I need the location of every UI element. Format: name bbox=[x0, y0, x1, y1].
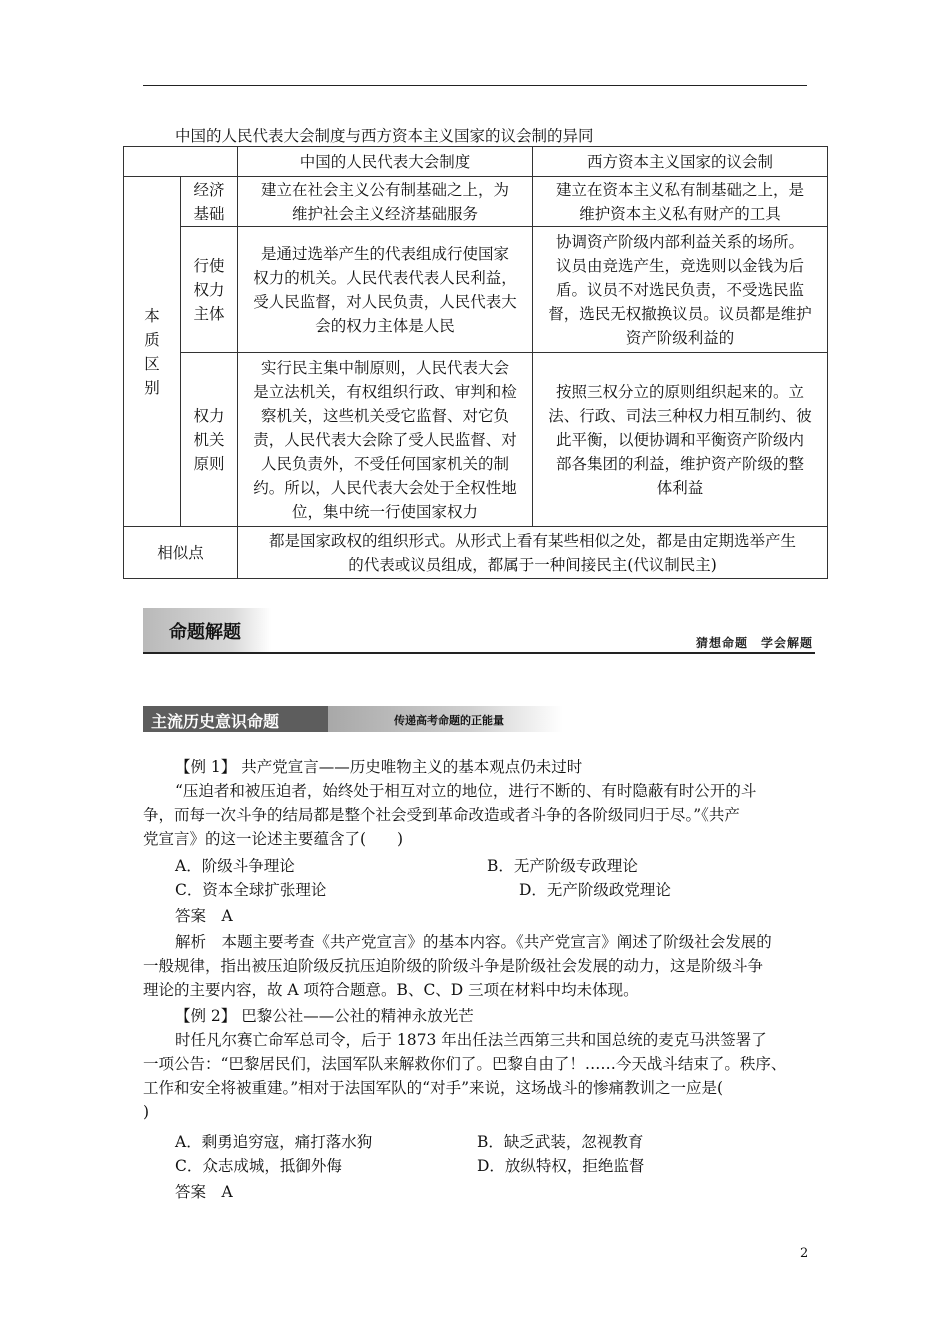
china-cell bbox=[238, 227, 533, 353]
table-row bbox=[124, 353, 828, 527]
cell-line: 人民负责外，不受任何国家机关的制 bbox=[260, 454, 509, 473]
china-cell bbox=[238, 177, 533, 227]
option-a: A．阶级斗争理论 bbox=[175, 857, 295, 875]
row-label-line: 经济 bbox=[193, 180, 225, 199]
header-west: 西方资本主义国家的议会制 bbox=[533, 147, 828, 177]
page-number: 2 bbox=[800, 1246, 809, 1261]
cell-line: 督，选民无权撤换议员。议员都是维护 bbox=[548, 304, 812, 323]
cell-line: 按照三权分立的原则组织起来的。立 bbox=[555, 382, 804, 401]
table-row bbox=[124, 527, 828, 579]
body-line: ) bbox=[143, 1103, 150, 1121]
table-caption: 中国的人民代表大会制度与西方资本主义国家的议会制的异同 bbox=[175, 127, 594, 145]
cell-line: 资产阶级利益的 bbox=[625, 328, 735, 347]
cell-line: 协调资产阶级内部利益关系的场所。 bbox=[555, 232, 804, 251]
subsection-tab bbox=[143, 706, 328, 732]
west-cell bbox=[533, 177, 828, 227]
header-rule bbox=[143, 85, 807, 86]
section-banner bbox=[143, 608, 815, 654]
analysis-line: 一般规律，指出被压迫阶级反抗压迫阶级的阶级斗争是阶级社会发展的动力，这是阶级斗争 bbox=[143, 957, 764, 975]
cell-line: 法、行政、司法三种权力相互制约、彼 bbox=[548, 406, 812, 425]
subsection-subtitle: 传递高考命题的正能量 bbox=[394, 714, 504, 727]
cell-line: 权力的机关。人民代表代表人民利益， bbox=[253, 268, 517, 287]
cell-line: 建立在资本主义私有制基础之上，是 bbox=[555, 180, 804, 199]
option-b: B．无产阶级专政理论 bbox=[487, 857, 638, 875]
table-header-row bbox=[124, 147, 828, 177]
cell-line: 受人民监督，对人民负责，人民代表大 bbox=[253, 292, 517, 311]
cell-line: 都是国家政权的组织形式。从形式上看有某些相似之处，都是由定期选举产生 bbox=[268, 531, 796, 550]
analysis-line: 理论的主要内容，故 A 项符合题意。B、C、D 三项在材料中均未体现。 bbox=[143, 981, 639, 999]
comparison-table bbox=[123, 146, 828, 579]
analysis-line: 解析 本题主要考查《共产党宣言》的基本内容。《共产党宣言》阐述了阶级社会发展的 bbox=[175, 933, 772, 951]
option-b: B．缺乏武装，忽视教育 bbox=[477, 1133, 644, 1151]
cell-line: 建立在社会主义公有制基础之上，为 bbox=[260, 180, 509, 199]
subsection-banner bbox=[143, 706, 563, 732]
row-label-line: 行使 bbox=[193, 256, 225, 275]
subsection-strip bbox=[328, 706, 563, 732]
cell-line: 此平衡，以便协调和平衡资产阶级内 bbox=[555, 430, 804, 449]
section-tab bbox=[143, 608, 271, 652]
row-label-line: 权力 bbox=[193, 406, 225, 425]
cell-line: 的代表或议员组成，都属于一种间接民主(代议制民主) bbox=[348, 555, 717, 574]
table-row bbox=[124, 177, 828, 227]
row-label-cell bbox=[181, 227, 238, 353]
row-label-cell bbox=[181, 353, 238, 527]
body-line: 党宣言》的这一论述主要蕴含了( ) bbox=[143, 830, 404, 848]
corner-cell bbox=[124, 147, 238, 177]
option-a: A．剩勇追穷寇，痛打落水狗 bbox=[175, 1133, 373, 1151]
cell-line: 是通过选举产生的代表组成行使国家 bbox=[260, 244, 509, 263]
cell-line: 部各集团的利益，维护资产阶级的整 bbox=[555, 454, 804, 473]
row-label-line: 权力 bbox=[193, 280, 225, 299]
group-label-char: 区 bbox=[144, 354, 160, 373]
body-line: 一项公告：“巴黎居民们，法国军队来解救你们了。巴黎自由了！……今天战斗结束了。秩序、 bbox=[143, 1055, 787, 1073]
answer-line: 答案 A bbox=[175, 1183, 233, 1201]
row-label-line: 主体 bbox=[193, 304, 225, 323]
example-heading: 【例 2】 巴黎公社——公社的精神永放光芒 bbox=[175, 1007, 474, 1025]
group-label-cell bbox=[124, 177, 181, 527]
cell-line: 察机关，这些机关受它监督、对它负 bbox=[260, 406, 509, 425]
group-label-char: 本 bbox=[144, 306, 160, 325]
body-line: 工作和安全将被重建。”相对于法国军队的“对手”来说，这场战斗的惨痛教训之一应是( bbox=[143, 1079, 724, 1097]
cell-line: 盾。议员不对选民负责，不受选民监 bbox=[555, 280, 804, 299]
similar-text-cell bbox=[238, 527, 828, 579]
cell-line: 是立法机关，有权组织行政、审判和检 bbox=[253, 382, 517, 401]
cell-line: 实行民主集中制原则，人民代表大会 bbox=[260, 358, 509, 377]
similar-label-cell: 相似点 bbox=[124, 527, 238, 579]
header-china: 中国的人民代表大会制度 bbox=[238, 147, 533, 177]
body-line: “压迫者和被压迫者，始终处于相互对立的地位，进行不断的、有时隐蔽有时公开的斗 bbox=[175, 782, 757, 800]
cell-line: 责，人民代表大会除了受人民监督、对 bbox=[253, 430, 517, 449]
row-label-line: 基础 bbox=[193, 204, 225, 223]
section-subtitle: 猜想命题 学会解题 bbox=[695, 636, 813, 650]
cell-line: 会的权力主体是人民 bbox=[315, 316, 455, 335]
option-c: C．资本全球扩张理论 bbox=[175, 881, 327, 899]
cell-line: 议员由竞选产生，竞选则以金钱为后 bbox=[555, 256, 804, 275]
row-label-line: 机关 bbox=[193, 430, 225, 449]
cell-line: 维护社会主义经济基础服务 bbox=[291, 204, 478, 223]
option-d: D．无产阶级政党理论 bbox=[519, 881, 671, 899]
section-title: 命题解题 bbox=[169, 622, 241, 643]
body-line: 争，而每一次斗争的结局都是整个社会受到革命改造或者斗争的各阶级同归于尽。”《共产 bbox=[143, 806, 740, 824]
example-heading: 【例 1】 共产党宣言——历史唯物主义的基本观点仍未过时 bbox=[175, 758, 583, 776]
subsection-title: 主流历史意识命题 bbox=[151, 712, 280, 731]
option-c: C．众志成城，抵御外侮 bbox=[175, 1157, 342, 1175]
answer-line: 答案 A bbox=[175, 907, 233, 925]
row-label-cell bbox=[181, 177, 238, 227]
body-line: 时任凡尔赛亡命军总司令，后于 1873 年出任法兰西第三共和国总统的麦克马洪签署了 bbox=[175, 1031, 767, 1049]
west-cell bbox=[533, 353, 828, 527]
cell-line: 约。所以，人民代表大会处于全权性地 bbox=[253, 478, 517, 497]
group-label-char: 质 bbox=[144, 330, 160, 349]
west-cell bbox=[533, 227, 828, 353]
option-d: D．放纵特权，拒绝监督 bbox=[477, 1157, 645, 1175]
cell-line: 体利益 bbox=[656, 478, 704, 497]
china-cell bbox=[238, 353, 533, 527]
cell-line: 维护资本主义私有财产的工具 bbox=[579, 204, 781, 223]
group-label-char: 别 bbox=[144, 378, 160, 397]
table-row bbox=[124, 227, 828, 353]
cell-line: 位，集中统一行使国家权力 bbox=[291, 502, 478, 521]
row-label-line: 原则 bbox=[193, 454, 225, 473]
